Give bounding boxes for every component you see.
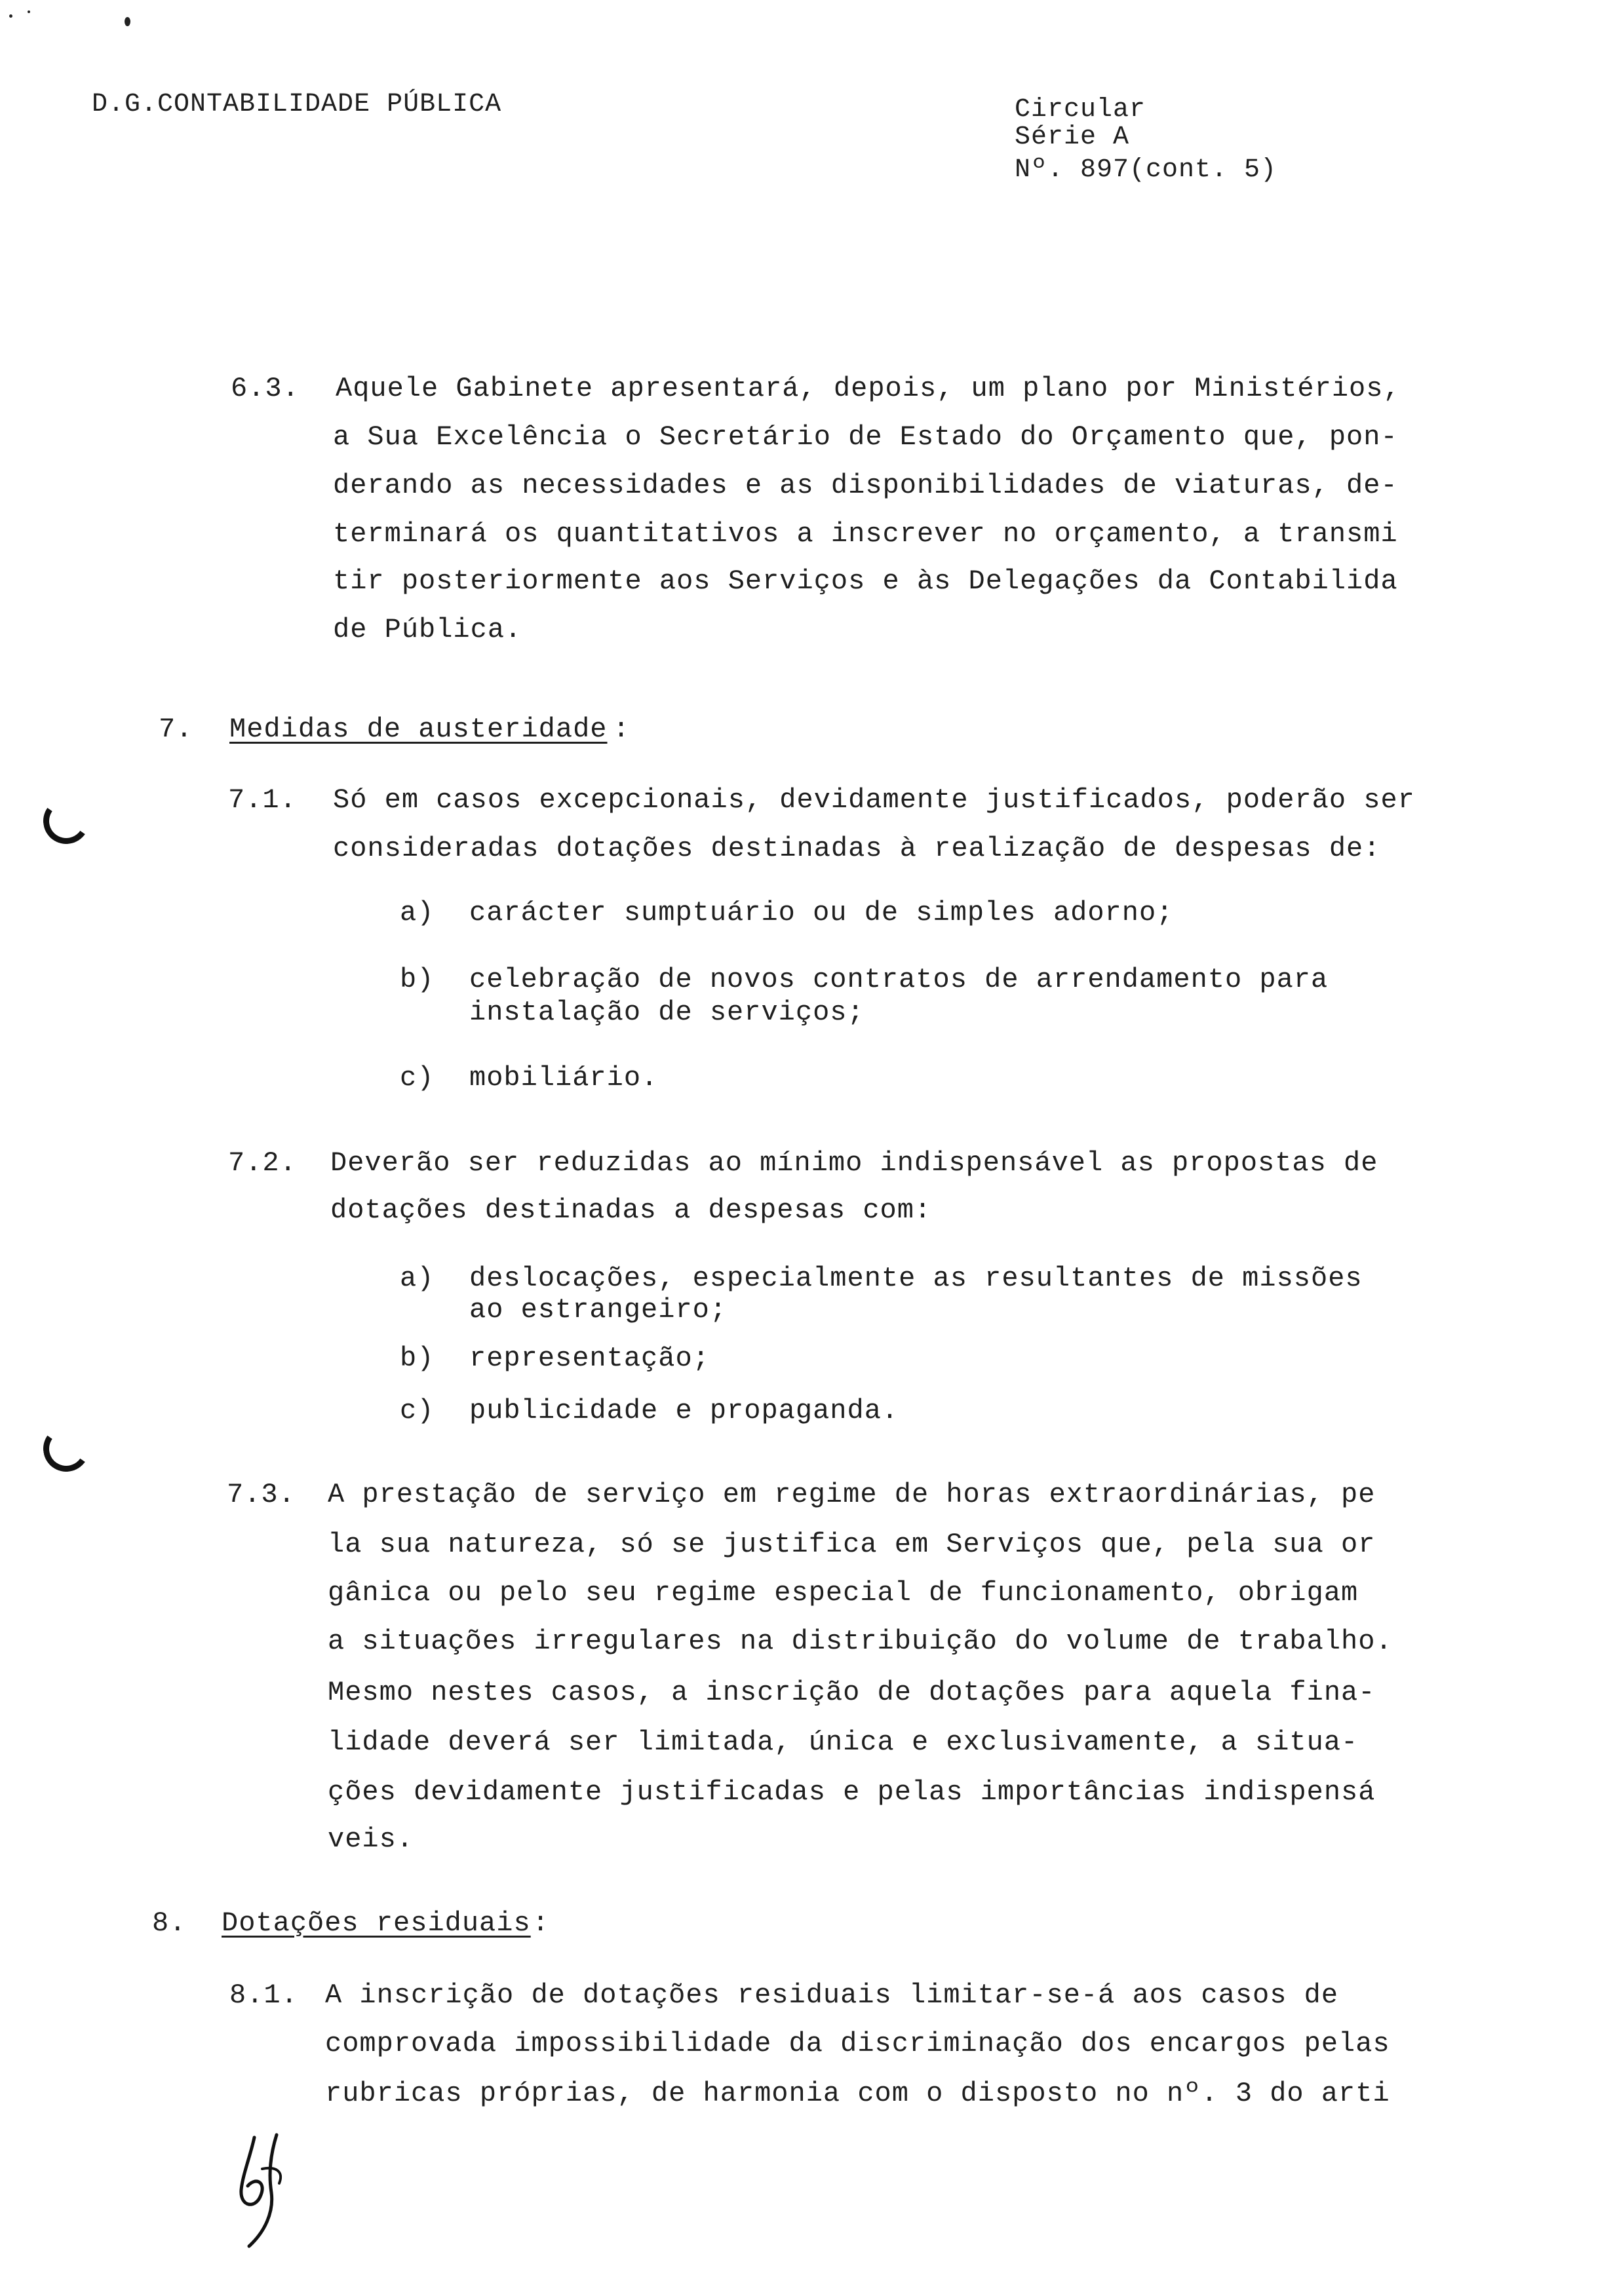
paragraph-line: Só em casos excepcionais, devidamente justificados, poderão ser (333, 784, 1415, 816)
paragraph-line: Deverão ser reduzidas ao mínimo indispensável as propostas de (330, 1147, 1378, 1179)
paragraph-line: de Pública. (333, 614, 522, 645)
list-label: c) (400, 1062, 435, 1094)
scan-speck (9, 14, 12, 18)
paragraph-line: gânica ou pelo seu regime especial de funcionamento, obrigam (328, 1577, 1359, 1609)
paragraph-line: tir posteriormente aos Serviços e às Delegações da Contabilida (333, 565, 1398, 597)
circular-number: Nº. 897(cont. 5) (1015, 155, 1277, 185)
list-label: c) (400, 1395, 435, 1426)
circular-label: Circular (1015, 95, 1146, 124)
scan-speck (28, 10, 30, 13)
scan-speck (125, 17, 130, 26)
section-number: 7.2. (228, 1147, 297, 1179)
paragraph-line: comprovada impossibilidade da discriminação dos encargos pelas (325, 2028, 1390, 2059)
list-label: a) (400, 1263, 435, 1294)
paragraph-line: dotações destinadas a despesas com: (330, 1195, 932, 1226)
list-item: instalação de serviços; (469, 997, 865, 1028)
hole-punch-mark (39, 794, 92, 847)
section-number: 8. (152, 1907, 187, 1939)
paragraph-line: Aquele Gabinete apresentará, depois, um plano por Ministérios, (336, 373, 1401, 404)
list-label: b) (400, 964, 435, 995)
paragraph-line: ções devidamente justificadas e pelas importâncias indispensá (328, 1776, 1376, 1808)
list-item: carácter sumptuário ou de simples adorno; (469, 897, 1174, 928)
section-title: Medidas de austeridade (229, 714, 608, 745)
paragraph-line: rubricas próprias, de harmonia com o disposto no nº. 3 do arti (325, 2078, 1390, 2109)
series-label: Série A (1015, 123, 1130, 152)
paragraph-line: A prestação de serviço em regime de horas extraordinárias, pe (328, 1479, 1376, 1510)
department-heading: D.G.CONTABILIDADE PÚBLICA (92, 90, 502, 119)
list-item: ao estrangeiro; (469, 1294, 728, 1326)
handwritten-initials (216, 2130, 308, 2254)
paragraph-line: terminará os quantitativos a inscrever no orçamento, a transmi (333, 518, 1398, 550)
paragraph-line: consideradas dotações destinadas à realização de despesas de: (333, 833, 1381, 864)
list-item: representação; (469, 1343, 710, 1374)
paragraph-line: derando as necessidades e as disponibilidades de viaturas, de- (333, 470, 1398, 501)
section-number: 7.3. (227, 1479, 296, 1510)
paragraph-line: a situações irregulares na distribuição do volume de trabalho. (328, 1626, 1393, 1657)
section-number: 7.1. (228, 784, 297, 816)
list-item: deslocações, especialmente as resultantes de missões (469, 1263, 1363, 1294)
list-label: a) (400, 897, 435, 928)
paragraph-line: A inscrição de dotações residuais limitar-se-á aos casos de (325, 1980, 1339, 2011)
section-number: 7. (159, 714, 193, 745)
paragraph-line: lidade deverá ser limitada, única e exclusivamente, a situa- (328, 1727, 1359, 1758)
list-item: mobiliário. (469, 1062, 659, 1094)
paragraph-line: Mesmo nestes casos, a inscrição de dotações para aquela fina- (328, 1677, 1376, 1708)
title-colon: : (532, 1907, 550, 1939)
list-item: celebração de novos contratos de arrendamento para (469, 964, 1329, 995)
hole-punch-mark (39, 1422, 92, 1475)
paragraph-line: a Sua Excelência o Secretário de Estado do Orçamento que, pon- (333, 421, 1398, 453)
list-label: b) (400, 1343, 435, 1374)
list-item: publicidade e propaganda. (469, 1395, 899, 1426)
section-number: 6.3. (231, 373, 300, 404)
paragraph-line: veis. (328, 1824, 414, 1855)
section-number: 8.1. (229, 1980, 298, 2011)
title-colon: : (613, 714, 631, 745)
paragraph-line: la sua natureza, só se justifica em Serviços que, pela sua or (328, 1529, 1376, 1560)
section-title: Dotações residuais (222, 1907, 531, 1939)
